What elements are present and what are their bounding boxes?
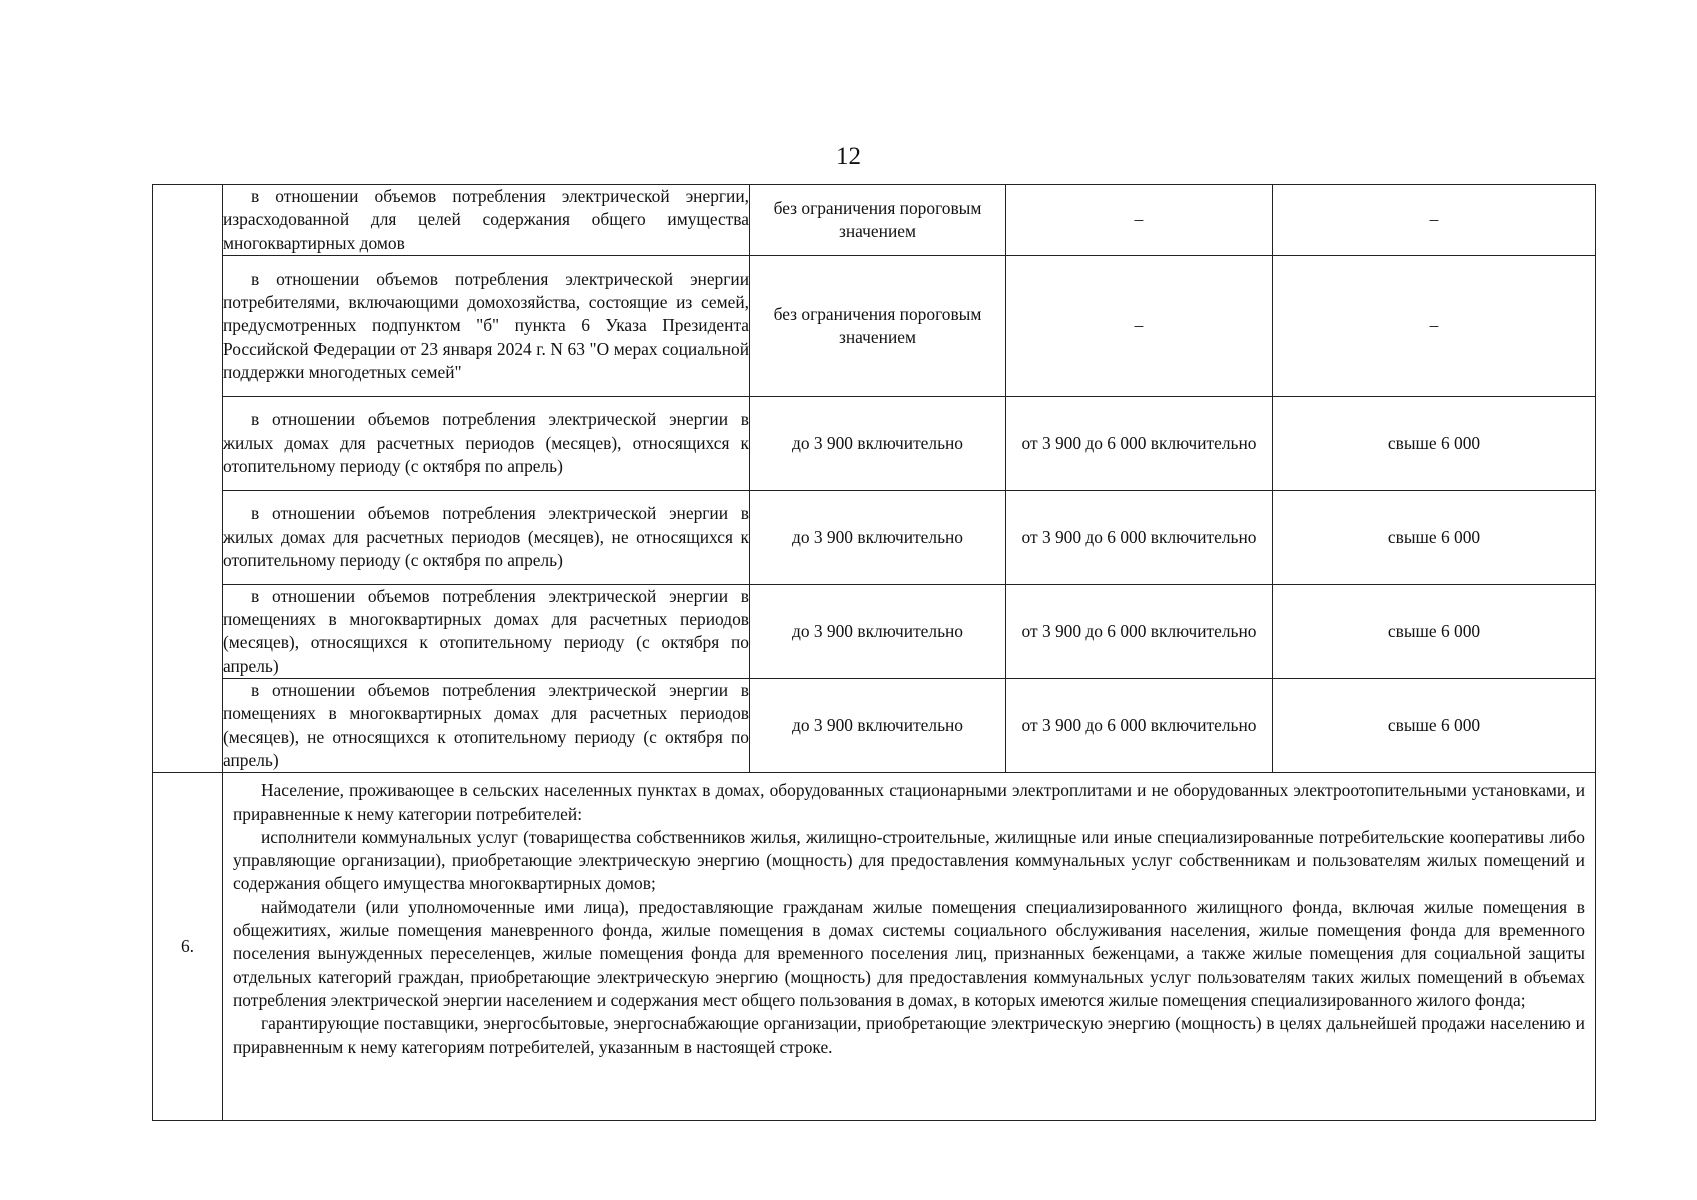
consumption-description: в отношении объемов потребления электрической энергии, израсходованной для целей содержания общего имущества многоквартирных домов <box>223 185 750 256</box>
page-number: 12 <box>836 143 861 170</box>
threshold-range-1: до 3 900 включительно <box>750 396 1006 490</box>
threshold-range-2: от 3 900 до 6 000 включительно <box>1006 396 1273 490</box>
table-row-section-6 <box>153 773 1596 1121</box>
table-row <box>153 584 1596 678</box>
threshold-range-2: – <box>1006 255 1273 396</box>
consumer-category-description <box>223 773 1596 1121</box>
row-number: 6. <box>153 773 223 1121</box>
consumption-description: в отношении объемов потребления электрической энергии в помещениях в многоквартирных домах для расчетных периодов (месяцев), относящихся к отопительному периоду (с октября по апрель) <box>223 584 750 678</box>
threshold-range-2: от 3 900 до 6 000 включительно <box>1006 584 1273 678</box>
threshold-range-1: до 3 900 включительно <box>750 490 1006 584</box>
threshold-range-3: свыше 6 000 <box>1273 396 1596 490</box>
category-paragraph: наймодатели (или уполномоченные ими лица), предоставляющие гражданам жилые помещения специализированного жилищного фонда, включая жилые помещения в общежитиях, жилые помещения маневренного фонда, жилые помещения в домах системы социального обслуживания населения, жилые помещения фонда для временного поселения вынужденных переселенцев, жилые помещения фонда для временного поселения лиц, признанных беженцами, а также жилые помещения для социальной защиты отдельных категорий граждан, приобретающие электрическую энергию (мощность) для предоставления коммунальных услуг пользователям таких жилых помещений в объемах потребления электрической энергии населением и содержания мест общего пользования в домах, в которых имеются жилые помещения специализированного жилого фонда; <box>233 896 1585 1010</box>
threshold-range-1: без ограничения пороговым значением <box>750 255 1006 396</box>
table-row <box>153 490 1596 584</box>
threshold-range-3: свыше 6 000 <box>1273 679 1596 773</box>
table-row <box>153 396 1596 490</box>
category-paragraph: гарантирующие поставщики, энергосбытовые, энергоснабжающие организации, приобретающие электрическую энергию (мощность) в целях дальнейшей продажи населению и приравненным к нему категориям потребителей, указанным в настоящей строке. <box>233 1013 1585 1057</box>
threshold-range-1: без ограничения пороговым значением <box>750 185 1006 256</box>
consumption-description: в отношении объемов потребления электрической энергии в помещениях в многоквартирных домах для расчетных периодов (месяцев), не относящихся к отопительному периоду (с октября по апрель) <box>223 679 750 773</box>
threshold-range-3: – <box>1273 185 1596 256</box>
threshold-range-1: до 3 900 включительно <box>750 679 1006 773</box>
threshold-range-2: от 3 900 до 6 000 включительно <box>1006 490 1273 584</box>
threshold-range-3: – <box>1273 255 1596 396</box>
row-number-cell-empty <box>153 185 223 773</box>
category-paragraph: исполнители коммунальных услуг (товарищества собственников жилья, жилищно-строительные, жилищные или иные специализированные потребительские кооперативы либо управляющие организации), приобретающие электрическую энергию (мощность) для предоставления коммунальных услуг собственникам и пользователям жилых помещений и содержания общего имущества многоквартирных домов; <box>233 826 1585 894</box>
category-paragraph: Население, проживающее в сельских населенных пунктах в домах, оборудованных стационарными электроплитами и не оборудованных электроотопительными установками, и приравненные к нему категории потребителей: <box>233 780 1585 824</box>
table-row <box>153 185 1596 256</box>
table-row <box>153 255 1596 396</box>
consumption-description: в отношении объемов потребления электрической энергии в жилых домах для расчетных периодов (месяцев), относящихся к отопительному периоду (с октября по апрель) <box>223 396 750 490</box>
threshold-range-3: свыше 6 000 <box>1273 584 1596 678</box>
threshold-range-2: – <box>1006 185 1273 256</box>
threshold-range-1: до 3 900 включительно <box>750 584 1006 678</box>
tariff-table <box>152 184 1596 1121</box>
consumption-description: в отношении объемов потребления электрической энергии потребителями, включающими домохозяйства, состоящие из семей, предусмотренных подпунктом "б" пункта 6 Указа Президента Российской Федерации от 23 января 2024 г. N 63 "О мерах социальной поддержки многодетных семей" <box>223 255 750 396</box>
threshold-range-2: от 3 900 до 6 000 включительно <box>1006 679 1273 773</box>
table-row <box>153 679 1596 773</box>
consumption-description: в отношении объемов потребления электрической энергии в жилых домах для расчетных периодов (месяцев), не относящихся к отопительному периоду (с октября по апрель) <box>223 490 750 584</box>
threshold-range-3: свыше 6 000 <box>1273 490 1596 584</box>
